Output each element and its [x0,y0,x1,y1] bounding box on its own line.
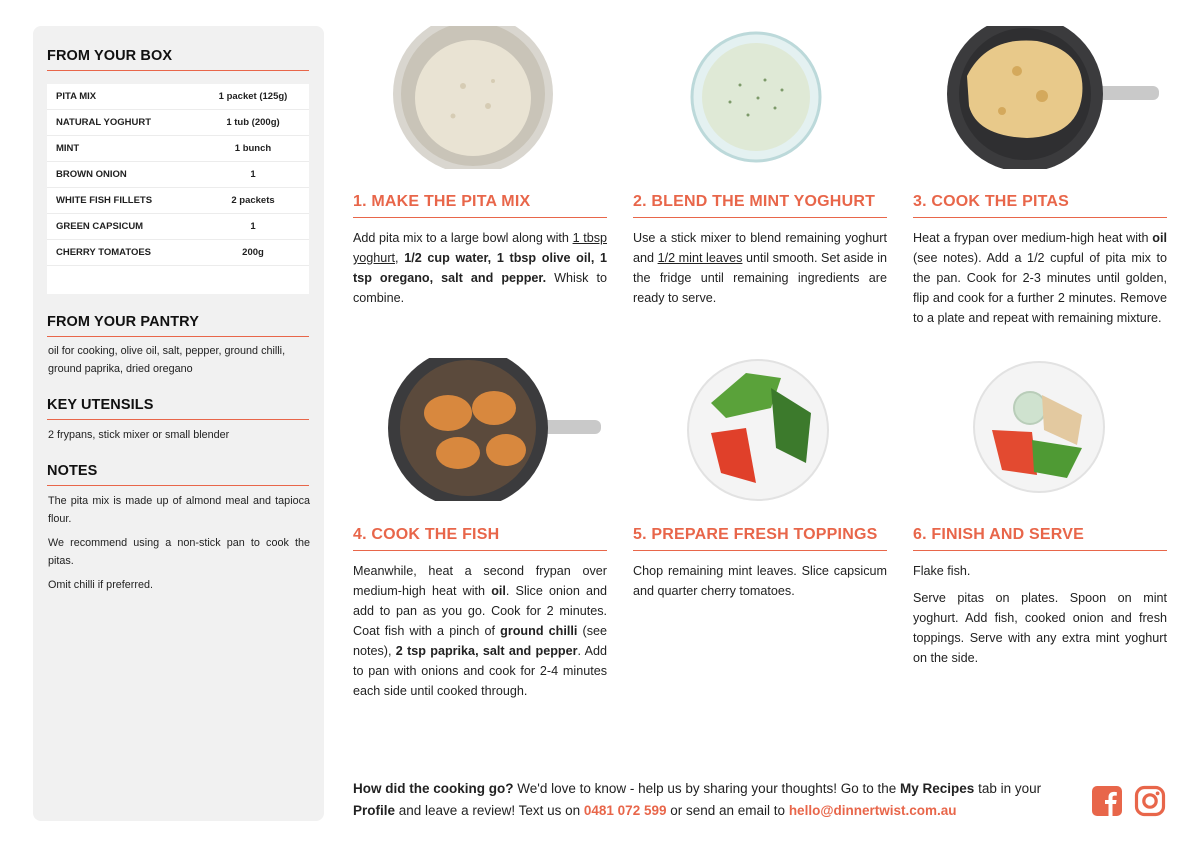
step-4-text: Meanwhile, heat a second frypan over medium-high heat with oil. Slice onion and add to pan as you go. Cook for 2 minutes. Coat fish with a pinch of ground chilli (see notes), 2 tsp paprika, salt and pepper. Add to pan with onions and cook for 2-4 minutes each side until cooked through. [353,564,608,698]
ingredient-row [47,162,309,188]
ingredient-qty: 1 packet (125g) [218,91,288,102]
step-4-title: 4. COOK THE FISH [353,526,607,551]
ingredient-qty: 1 bunch [234,143,272,154]
step-1-title: 1. MAKE THE PITA MIX [353,193,607,218]
pita-mix-bowl-image [393,26,553,169]
ingredient-row [47,214,309,240]
instagram-icon[interactable] [1134,785,1166,817]
ingredient-row [47,240,309,266]
from-your-box-heading: FROM YOUR BOX [47,48,309,71]
ingredients-table [47,84,309,294]
profile-link[interactable]: Profile [353,803,396,818]
step-6-text: Flake fish. Serve pitas on plates. Spoon on mint yoghurt. Add fish, cooked onion and fresh toppings. Serve with any extra mint yoghurt on the side. [913,564,1167,665]
note-item: The pita mix is made up of almond meal and tapioca flour. [48,495,310,525]
ingredient-name: MINT [56,143,80,154]
ingredient-name: WHITE FISH FILLETS [56,195,153,206]
ingredient-qty: 1 tub (200g) [226,117,280,128]
ingredient-qty: 1 [250,221,256,232]
ingredient-name: CHERRY TOMATOES [56,247,152,258]
step-3-text: Heat a frypan over medium-high heat with oil (see notes). Add a 1/2 cupful of pita mix to the pan. Cook for 2-3 minutes until golden, flip and cook for a further 2 minutes. Remove to a plate and repeat with remaining mixture. [913,231,1167,325]
ingredient-name: PITA MIX [56,91,97,102]
feedback-question: How did the cooking go? [353,781,514,796]
ingredient-row [47,84,309,110]
phone-number-link[interactable]: 0481 072 599 [583,803,667,818]
key-utensils-heading: KEY UTENSILS [47,397,309,420]
fish-frypan-image [386,358,602,501]
utensils-text: 2 frypans, stick mixer or small blender [48,429,230,441]
step-2-title: 2. BLEND THE MINT YOGHURT [633,193,887,218]
ingredient-qty: 1 [250,169,256,180]
ingredient-row [47,110,309,136]
note-item: Omit chilli if preferred. [48,579,153,591]
notes-list [48,492,310,600]
finished-plate-image [972,360,1106,494]
ingredient-qty: 200g [242,247,264,258]
pita-frypan-image [947,26,1161,169]
step-2-text: Use a stick mixer to blend remaining yoghurt and 1/2 mint leaves until smooth. Set aside in the fridge until remaining ingredients are ready to serve. [633,231,887,305]
step-6-title: 6. FINISH AND SERVE [913,526,1167,551]
step-3-title: 3. COOK THE PITAS [913,193,1167,218]
ingredient-name: BROWN ONION [56,169,127,180]
note-item: We recommend using a non-stick pan to cook the pitas. [48,537,310,567]
step-5-title: 5. PREPARE FRESH TOPPINGS [633,526,887,551]
step-1-text: Add pita mix to a large bowl along with 1 tbsp yoghurt, 1/2 cup water, 1 tbsp olive oil, 1 tsp oregano, salt and pepper. Whisk to combine. [353,231,608,305]
toppings-plate-image [686,358,830,501]
mint-yoghurt-bowl-image [690,30,822,164]
my-recipes-link[interactable]: My Recipes [900,781,975,796]
step-5-text: Chop remaining mint leaves. Slice capsicum and quarter cherry tomatoes. [633,564,887,598]
ingredient-name: NATURAL YOGHURT [56,117,151,128]
pantry-text: oil for cooking, olive oil, salt, pepper, ground chilli, ground paprika, dried oregano [48,345,286,375]
email-link[interactable]: hello@dinnertwist.com.au [788,803,957,818]
sidebar [33,26,324,821]
notes-heading: NOTES [47,463,309,486]
ingredient-qty: 2 packets [231,195,275,206]
feedback-footer: How did the cooking go? We'd love to know - help us by sharing your thoughts! Go to the My Recipes tab in your Profile and leave a review! Text us on 0481 072 599 or send an email to hello@dinnertwist.com.au [353,781,1042,818]
facebook-icon[interactable] [1091,785,1123,817]
from-your-pantry-heading: FROM YOUR PANTRY [47,314,309,337]
ingredient-row [47,188,309,214]
ingredient-row [47,136,309,162]
ingredient-name: GREEN CAPSICUM [56,221,144,232]
